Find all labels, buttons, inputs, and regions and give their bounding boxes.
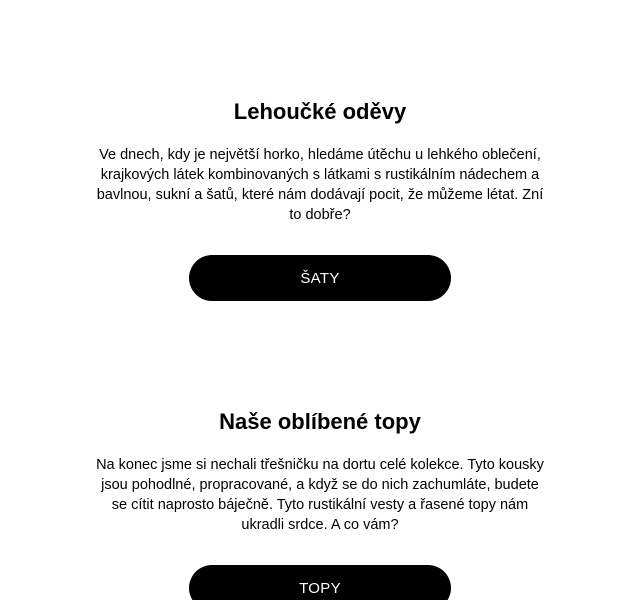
section-title: Naše oblíbené topy (219, 409, 421, 434)
section-favorite-tops (0, 406, 640, 600)
tops-button[interactable]: TOPY (189, 565, 451, 600)
section-description: Ve dnech, kdy je největší horko, hledáme útěchu u lehkého oblečení, krajkových látek kombinovaných s látkami s rustikálním nádechem a bavlnou, sukní a šatů, které nám dodávají pocit, že můžeme létat. Zní to dobře? (96, 147, 544, 223)
section-light-clothing (0, 96, 640, 301)
section-description: Na konec jsme si nechali třešničku na dortu celé kolekce. Tyto kousky jsou pohodlné, propracované, a když se do nich zachumláte, budete se cítit naprosto báječně. Tyto rustikální vesty a řasené topy nám ukradli srdce. A co vám? (96, 457, 544, 533)
section-title: Lehoučké oděvy (233, 99, 407, 124)
dresses-button[interactable]: ŠATY (189, 255, 451, 301)
